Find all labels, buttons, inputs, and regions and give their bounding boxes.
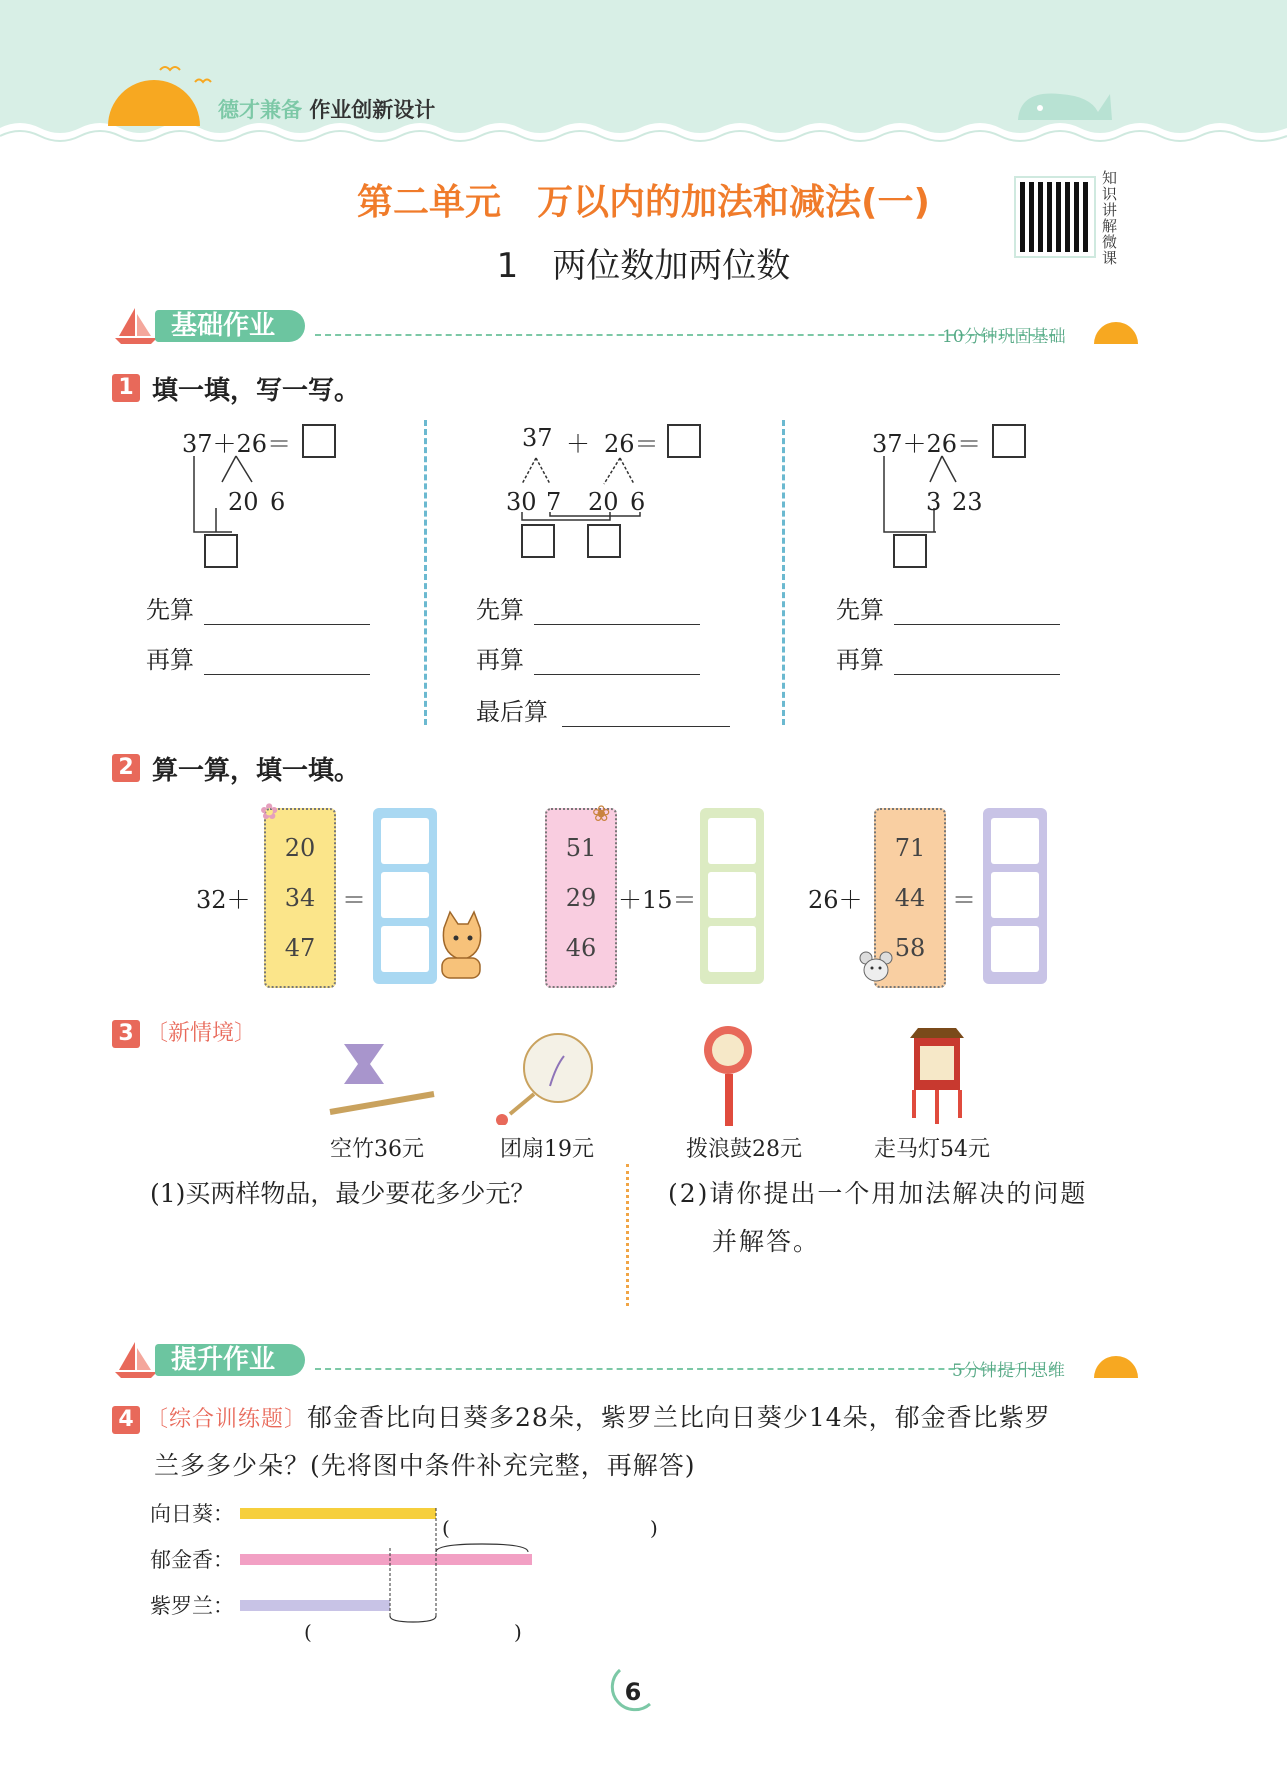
q1b-split-2: 7: [546, 488, 562, 516]
q2g1-answer-3[interactable]: [381, 926, 429, 972]
q2g1-answer-2[interactable]: [381, 872, 429, 918]
cat-icon: [438, 908, 484, 980]
section-divider: [315, 1368, 1055, 1370]
q2g1-answer-1[interactable]: [381, 818, 429, 864]
q1a-step2-label: 再算: [146, 646, 194, 674]
sailboat-icon: [115, 1340, 159, 1380]
question-number: 1: [112, 374, 140, 402]
flower-icon: ✿: [260, 800, 279, 825]
q4-tag: 〔综合训练题〕: [146, 1407, 308, 1432]
q2g3-answer-2[interactable]: [991, 872, 1039, 918]
brand-a: 德才兼备: [218, 98, 302, 122]
question-number: 2: [112, 754, 140, 782]
q2g1-value-column: [264, 808, 336, 988]
q3-sub2-line1: (2)请你提出一个用加法解决的问题: [668, 1179, 1088, 1208]
q1a-step2-line[interactable]: [204, 674, 370, 675]
q2g3-answer-column: [983, 808, 1047, 984]
q4-paren-close-upper: ): [650, 1516, 658, 1540]
q1c-split-1: 3: [926, 488, 942, 516]
q1b-step2-label: 再算: [476, 646, 524, 674]
question-text: 填一填，写一写。: [152, 376, 361, 406]
q1b-split-4: 6: [630, 488, 646, 516]
q1b-step1-line[interactable]: [534, 624, 700, 625]
q1b-eq-left: 37: [522, 424, 553, 452]
q3-divider: [626, 1164, 629, 1306]
q1b-partial-box-2[interactable]: [587, 524, 621, 558]
q1c-step1-label: 先算: [836, 596, 884, 624]
q2g3-answer-3[interactable]: [991, 926, 1039, 972]
q1b-eq-right: 26＝: [604, 430, 659, 458]
q3-sub1: (1)买两样物品，最少要花多少元？: [150, 1179, 536, 1208]
sailboat-icon: [115, 306, 159, 346]
q2g3-equals: ＝: [952, 886, 976, 914]
q1c-equation: 37＋26＝: [872, 430, 982, 458]
q2g2-answer-2[interactable]: [708, 872, 756, 918]
q2g2-value-1: 51: [565, 834, 597, 862]
section-advanced-label: 提升作业: [155, 1344, 305, 1376]
qr-code-icon[interactable]: [1016, 178, 1094, 256]
q1a-step1-label: 先算: [146, 596, 194, 624]
q1b-answer-box[interactable]: [667, 424, 701, 458]
q1b-partial-box-1[interactable]: [521, 524, 555, 558]
q1b-step1-label: 先算: [476, 596, 524, 624]
unit-title: 第二单元 万以内的加法和减法(一): [357, 182, 930, 223]
q1a-split-2: 6: [270, 488, 286, 516]
q1b-step3-label: 最后算: [476, 698, 548, 726]
birds-icon: [150, 58, 220, 88]
q1b-step3-line[interactable]: [562, 726, 730, 727]
page-number: 6: [624, 1678, 642, 1706]
q1a-step1-line[interactable]: [204, 624, 370, 625]
q4-blank-upper[interactable]: [462, 1520, 642, 1544]
q1b-split-3: 20: [588, 488, 619, 516]
column-divider: [782, 420, 785, 725]
label-sunflower: 向日葵：: [150, 1502, 234, 1526]
q1c-partial-box[interactable]: [893, 534, 927, 568]
question-tag: 〔新情境〕: [146, 1021, 257, 1046]
q2g2-value-column: [545, 808, 617, 988]
q2g1-equals: ＝: [342, 886, 366, 914]
brand-title: [218, 94, 435, 124]
qr-label: 知识讲解微课: [1102, 169, 1118, 267]
q2g2-answer-1[interactable]: [708, 818, 756, 864]
q4-paren-open-upper: (: [442, 1516, 450, 1540]
q1a-equation: 37＋26＝: [182, 430, 292, 458]
q3-sub2-line2: 并解答。: [712, 1227, 821, 1256]
q1c-step2-line[interactable]: [894, 674, 1060, 675]
q4-line1: [146, 1394, 1051, 1444]
q2g2-answer-column: [700, 808, 764, 984]
q4-line2: 兰多多少朵？(先将图中条件补充完整，再解答): [154, 1451, 696, 1480]
q1a-partial-box[interactable]: [204, 534, 238, 568]
rattle-drum-icon: [700, 1022, 760, 1130]
q1b-eq-plus: ＋: [566, 430, 590, 458]
label-violet: 紫罗兰：: [150, 1594, 234, 1618]
section-advanced-time: 5分钟提升思维: [952, 1361, 1065, 1381]
q2g1-prefix: 32＋: [196, 886, 251, 914]
question-number: 4: [112, 1406, 140, 1434]
q1c-split-2: 23: [952, 488, 983, 516]
q2g1-value-3: 47: [284, 934, 316, 962]
q4-line1-text: 郁金香比向日葵多28朵，紫罗兰比向日葵少14朵，郁金香比紫罗: [307, 1403, 1051, 1432]
q1c-step2-label: 再算: [836, 646, 884, 674]
diabolo-icon: [326, 1038, 438, 1118]
q4-paren-close-lower: ): [514, 1620, 522, 1644]
q2g2-value-2: 29: [565, 884, 597, 912]
question-number: 3: [112, 1020, 140, 1048]
q2g1-value-2: 34: [284, 884, 316, 912]
violet-bar: [240, 1600, 390, 1611]
q4-paren-open-lower: (: [304, 1620, 312, 1644]
lantern-icon: [900, 1018, 974, 1128]
lesson-title: 1 两位数加两位数: [496, 246, 791, 286]
q4-blank-lower[interactable]: [324, 1624, 504, 1648]
whale-icon: [1010, 76, 1114, 128]
q2g2-answer-3[interactable]: [708, 926, 756, 972]
q2g3-value-3: 58: [894, 934, 926, 962]
q2g1-answer-column: [373, 808, 437, 984]
q2g2-value-3: 46: [565, 934, 597, 962]
label-tulip: 郁金香：: [150, 1548, 234, 1572]
column-divider: [424, 420, 427, 725]
item-price-3: 拨浪鼓28元: [686, 1137, 802, 1162]
q1b-split-1: 30: [506, 488, 537, 516]
q2g3-answer-1[interactable]: [991, 818, 1039, 864]
q2g3-value-2: 44: [894, 884, 926, 912]
q1a-split-1: 20: [228, 488, 259, 516]
q2g1-value-1: 20: [284, 834, 316, 862]
q2g3-value-1: 71: [894, 834, 926, 862]
q2g2-suffix: ＋15＝: [618, 886, 697, 914]
q2g3-prefix: 26＋: [808, 886, 863, 914]
q4-diagram-lines: [380, 1498, 540, 1638]
paw-icon: ❀: [592, 802, 611, 827]
round-fan-icon: [490, 1030, 600, 1125]
q1c-answer-box[interactable]: [992, 424, 1026, 458]
q1c-step1-line[interactable]: [894, 624, 1060, 625]
q1a-answer-box[interactable]: [302, 424, 336, 458]
section-basic-time: 10分钟巩固基础: [942, 327, 1066, 347]
q1b-step2-line[interactable]: [534, 674, 700, 675]
question-text: 算一算，填一填。: [152, 756, 361, 786]
section-basic-label: 基础作业: [155, 310, 305, 342]
item-price-2: 团扇19元: [500, 1137, 594, 1162]
brand-b: 作业创新设计: [309, 98, 436, 122]
item-price-4: 走马灯54元: [874, 1137, 990, 1162]
item-price-1: 空竹36元: [330, 1137, 424, 1162]
mouse-icon: [858, 950, 894, 984]
